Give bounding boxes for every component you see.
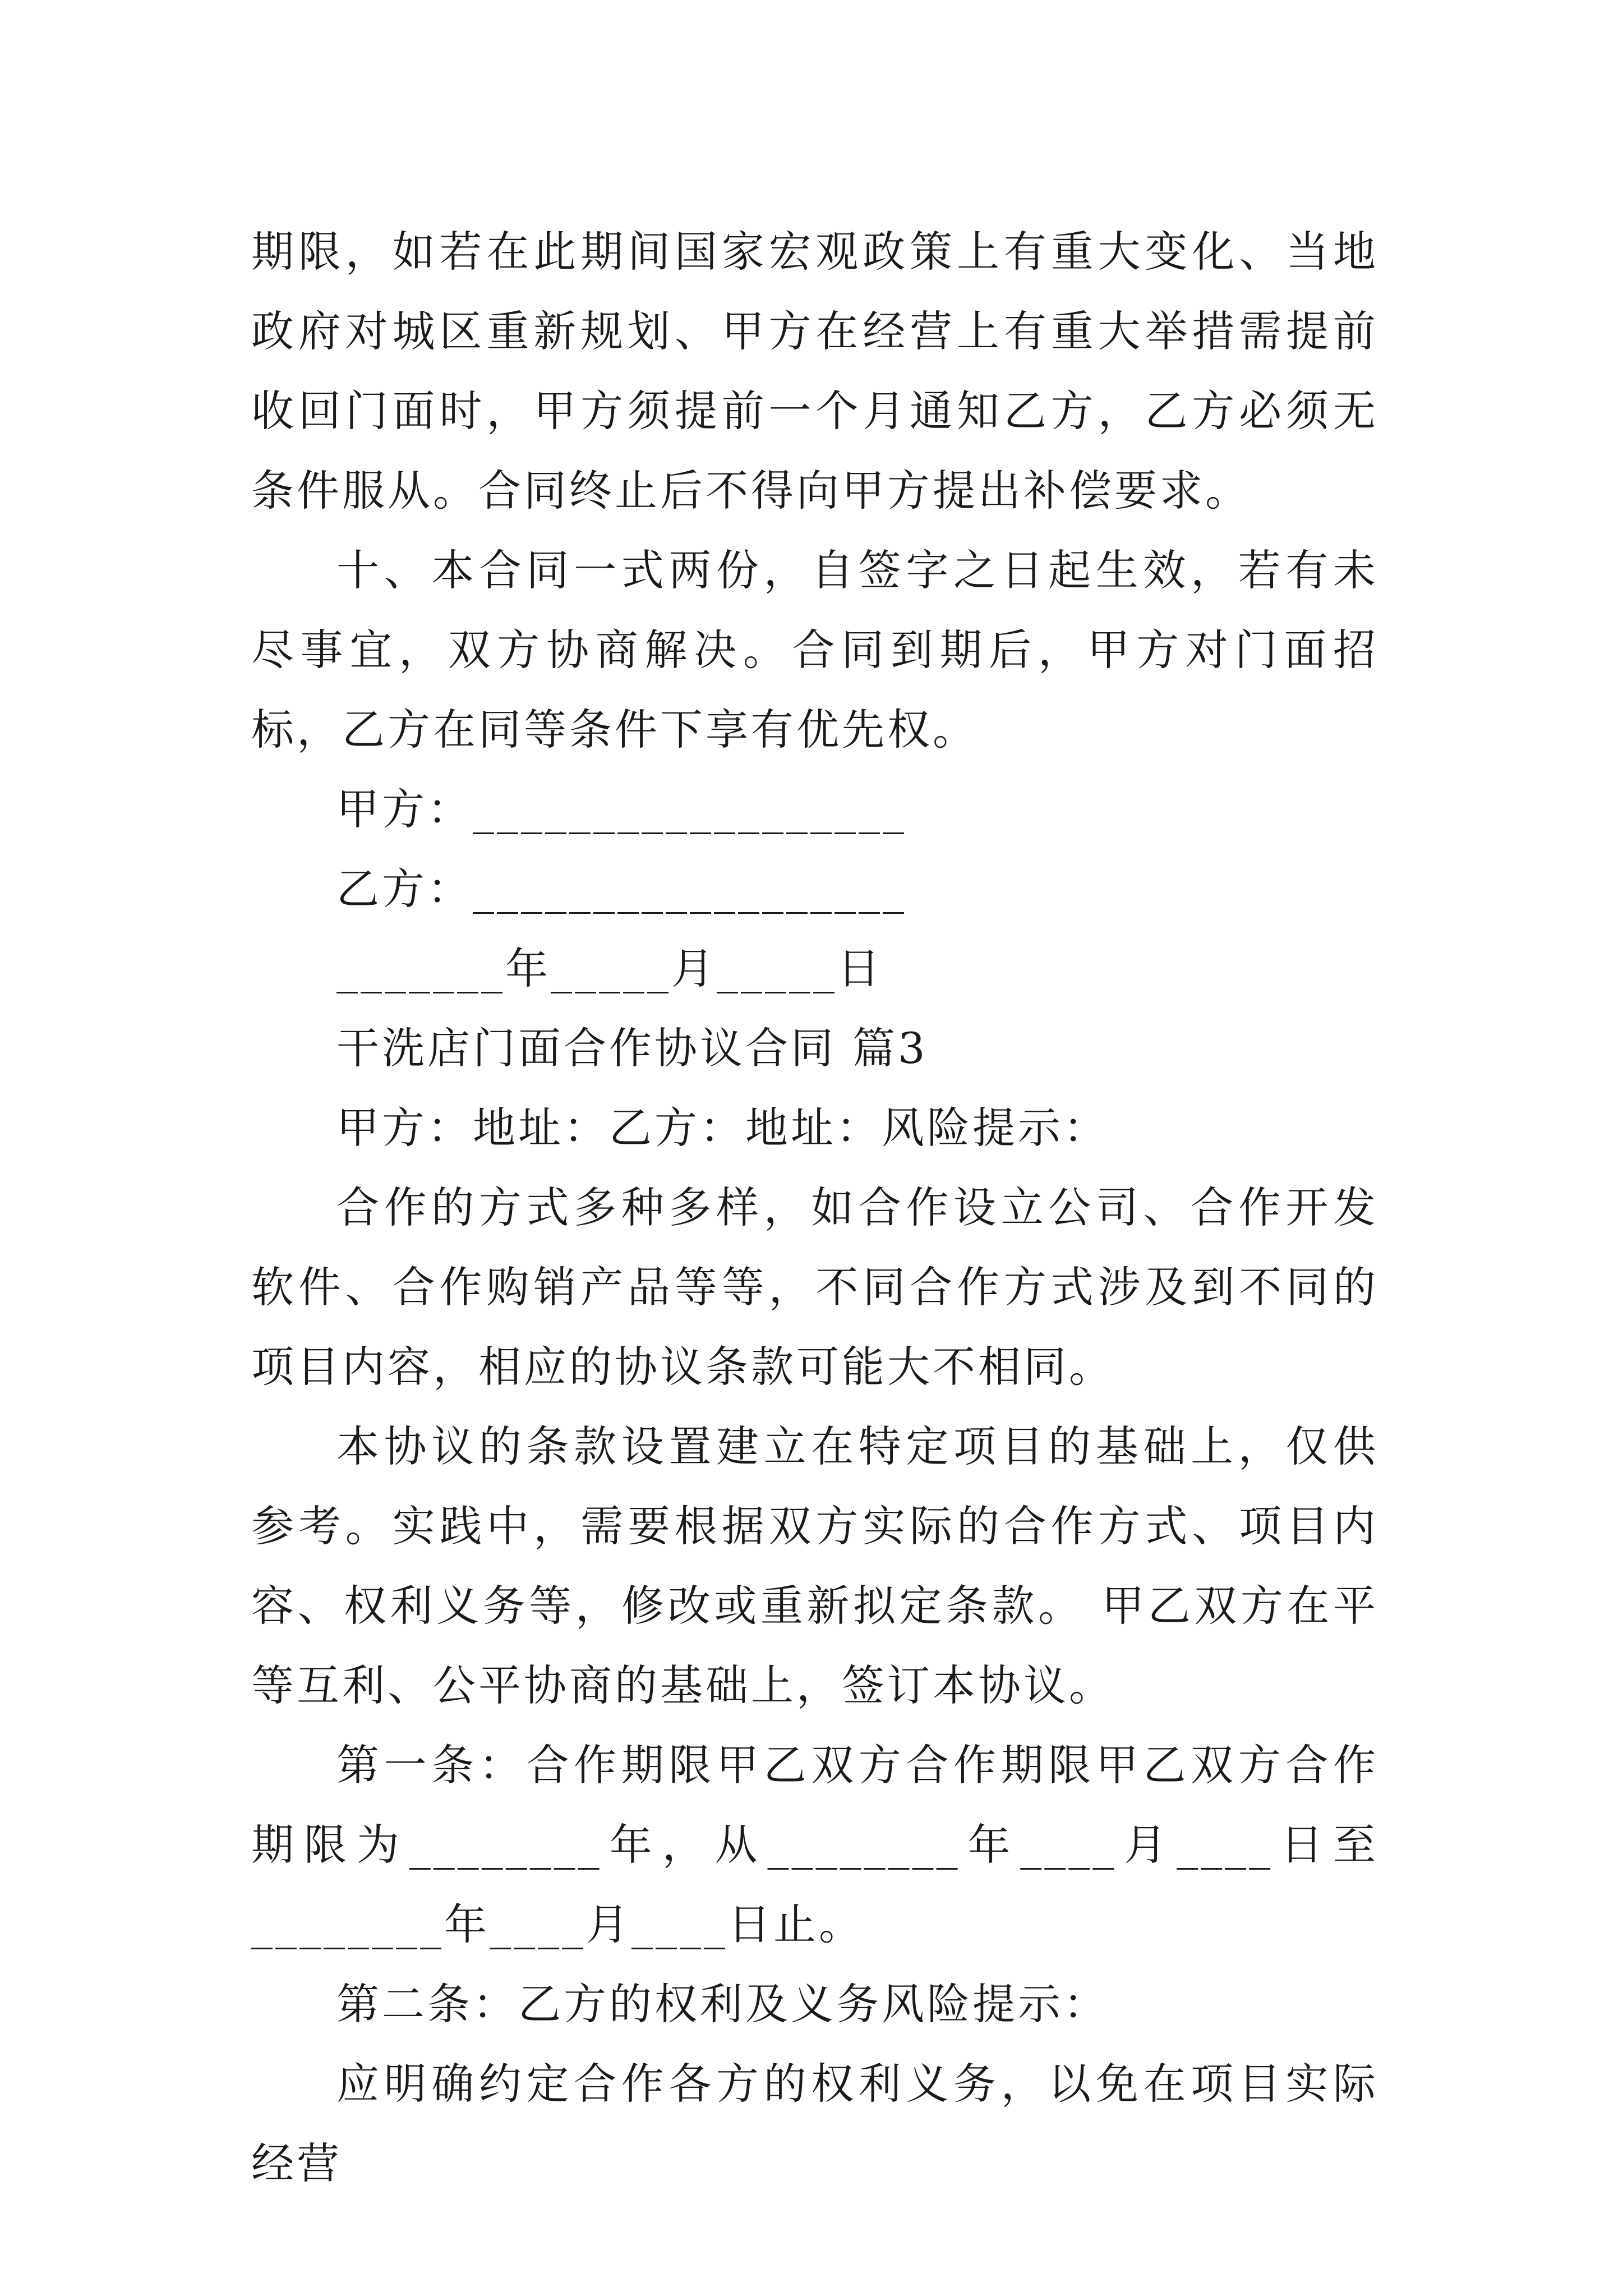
paragraph-reference-note: 本协议的条款设置建立在特定项目的基础上，仅供参考。实践中，需要根据双方实际的合作方式、项目内容、权利义务等，修改或重新拟定条款。 甲乙双方在平等互利、公平协商的基础上，签订本协议。	[251, 1421, 1378, 1710]
signature-date: _______年_____月_____日	[336, 944, 883, 993]
parties-header: 甲方：地址：乙方：地址：风险提示：	[336, 1103, 1109, 1153]
paragraph-termination-clause: 期限，如若在此期间国家宏观政策上有重大变化、当地政府对城区重新规划、甲方在经营上有重大举措需提前收回门面时，甲方须提前一个月通知乙方，乙方必须无条件服从。合同终止后不得向甲方提出补偿要求。	[251, 227, 1378, 516]
paragraph-clause-ten: 十、本合同一式两份，自签字之日起生效，若有未尽事宜，双方协商解决。合同到期后，甲方对门面招标，乙方在同等条件下享有优先权。	[251, 545, 1378, 754]
article-two-heading: 第二条：乙方的权利及义务风险提示：	[336, 1979, 1109, 2029]
signature-party-b: 乙方：__________________	[336, 864, 907, 914]
signature-party-a: 甲方：__________________	[336, 784, 907, 834]
paragraph-cooperation-modes: 合作的方式多种多样，如合作设立公司、合作开发软件、合作购销产品等等，不同合作方式涉及到不同的项目内容，相应的协议条款可能大不相同。	[251, 1182, 1378, 1392]
section-title: 干洗店门面合作协议合同 篇3	[336, 1023, 928, 1073]
paragraph-rights-obligations: 应明确约定合作各方的权利义务，以免在项目实际经营	[251, 2059, 1378, 2188]
document-body	[251, 212, 1378, 2203]
article-one-term: 第一条：合作期限甲乙双方合作期限甲乙双方合作期限为________年，从________年____月____日至________年____月____日止。	[251, 1740, 1378, 1949]
